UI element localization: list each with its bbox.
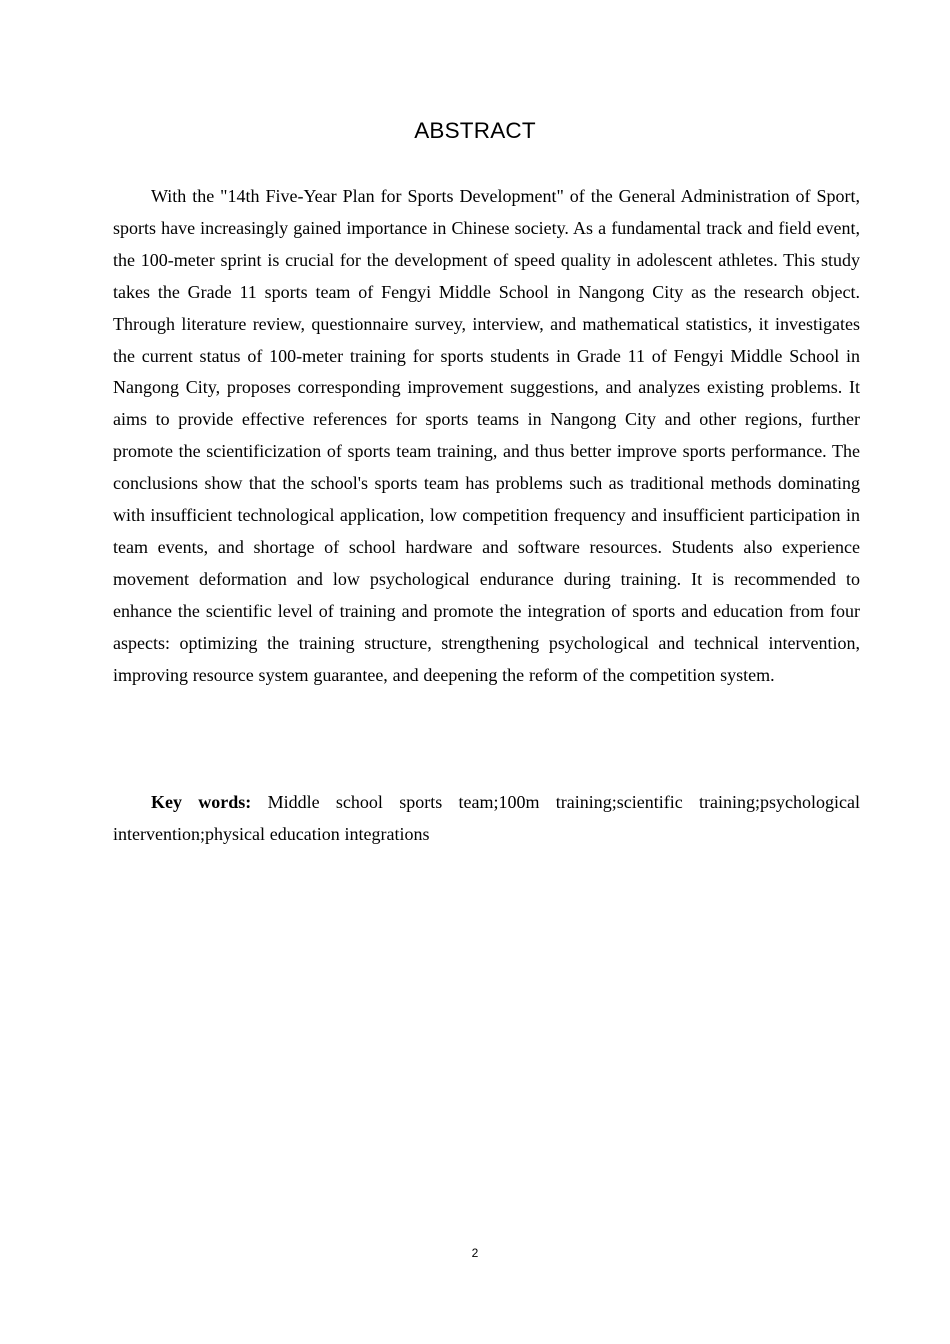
page-number: 2 [471, 1246, 479, 1260]
abstract-paragraph: With the "14th Five-Year Plan for Sports Development" of the General Administration of Sport, sports have increasingly gained importance in Chinese society. As a fundamental track and field event, the 100-meter sprint is crucial for the development of speed quality in adolescent athletes. This study takes the Grade 11 sports team of Fengyi Middle School in Nangong City as the research object. Through literature review, questionnaire survey, interview, and mathematical statistics, it investigates the current status of 100-meter training for sports students in Grade 11 of Fengyi Middle School in Nangong City, proposes corresponding improvement suggestions, and analyzes existing problems. It aims to provide effective references for sports teams in Nangong City and other regions, further promote the scientificization of sports team training, and thus better improve sports performance. The conclusions show that the school's sports team has problems such as traditional methods dominating with insufficient technological application, low competition frequency and insufficient participation in team events, and shortage of school hardware and software resources. Students also experience movement deformation and low psychological endurance during training. It is recommended to enhance the scientific level of training and promote the integration of sports and education from four aspects: optimizing the training structure, strengthening psychological and technical intervention, improving resource system guarantee, and deepening the reform of the competition system. [113, 186, 860, 685]
keywords-paragraph [113, 787, 860, 851]
keywords-label: Key words: [151, 792, 252, 812]
keywords-list: Middle school sports team;100m training;scientific training;psychological intervention;physical education integrations [113, 792, 860, 844]
abstract-heading: ABSTRACT [414, 118, 536, 143]
